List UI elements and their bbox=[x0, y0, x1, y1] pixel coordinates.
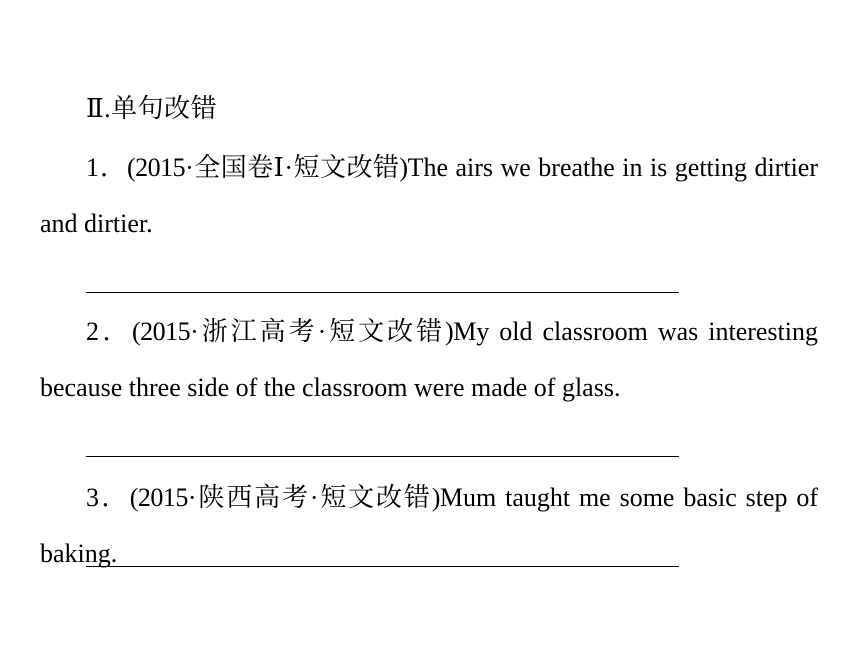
question-1 bbox=[40, 140, 818, 252]
question-2 bbox=[40, 304, 818, 416]
question-source: (2015·全国卷Ⅰ·短文改错) bbox=[126, 153, 408, 182]
question-number: 1． bbox=[86, 153, 127, 182]
answer-line-1[interactable] bbox=[86, 292, 679, 293]
question-source: (2015·陕西高考·短文改错) bbox=[129, 483, 440, 512]
question-number: 2． bbox=[86, 317, 132, 346]
section-title: Ⅱ.单句改错 bbox=[86, 94, 218, 123]
question-source: (2015·浙江高考·短文改错) bbox=[131, 317, 454, 346]
answer-line-3[interactable] bbox=[86, 566, 679, 567]
question-text: The airs we breathe in is getting dirtier and dirtier. bbox=[40, 153, 818, 238]
answer-line-2[interactable] bbox=[86, 456, 679, 457]
question-text: My old classroom was interesting because three side of the classroom were made of glass. bbox=[40, 317, 818, 402]
question-text: Mum taught me some basic step of baking. bbox=[40, 483, 818, 568]
question-number: 3． bbox=[86, 483, 130, 512]
